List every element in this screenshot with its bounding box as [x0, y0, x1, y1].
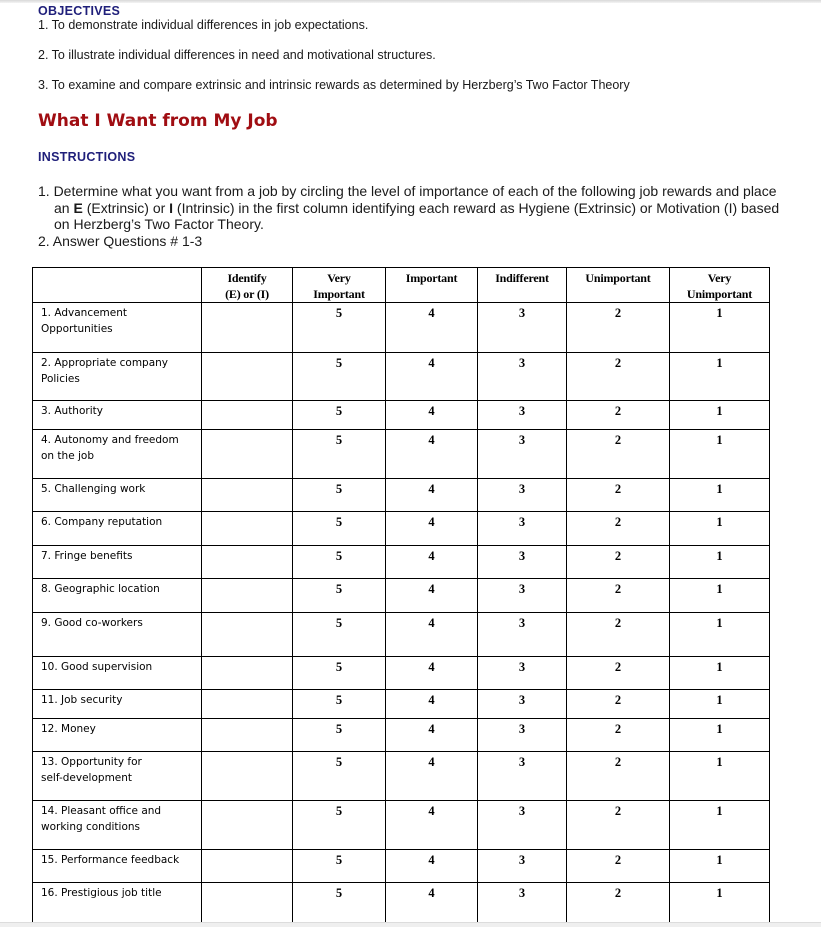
- instruction-step-1-line-3: on Herzberg’s Two Factor Theory.: [54, 216, 264, 232]
- header-reward: [33, 268, 202, 303]
- rating-option-very-important[interactable]: 5: [293, 752, 386, 801]
- identify-cell[interactable]: [202, 546, 293, 579]
- instruction-step-1-line-2: [54, 200, 779, 217]
- rating-option-important[interactable]: 4: [386, 613, 478, 657]
- instruction-step-2: 2. Answer Questions # 1-3: [38, 233, 203, 249]
- rating-option-unimportant[interactable]: 2: [567, 401, 670, 430]
- instruction-text: (Extrinsic) or: [82, 200, 170, 216]
- header-text: Very: [327, 271, 351, 285]
- rating-option-very-unimportant[interactable]: 1: [670, 579, 770, 613]
- table-row: [33, 546, 770, 579]
- rating-option-important[interactable]: 4: [386, 479, 478, 512]
- table-row: [33, 401, 770, 430]
- reward-label-line-1: 2. Appropriate company: [41, 357, 169, 369]
- rating-option-very-unimportant[interactable]: 1: [670, 690, 770, 719]
- identify-cell[interactable]: [202, 883, 293, 923]
- reward-label-line-2: Opportunities: [41, 323, 113, 335]
- rating-option-very-unimportant[interactable]: 1: [670, 613, 770, 657]
- rating-option-indifferent[interactable]: 3: [478, 850, 567, 883]
- reward-label: [33, 690, 202, 719]
- rating-option-unimportant[interactable]: 2: [567, 303, 670, 353]
- header-important: Important: [386, 268, 478, 303]
- rating-option-very-unimportant[interactable]: 1: [670, 657, 770, 690]
- rating-option-indifferent[interactable]: 3: [478, 353, 567, 401]
- rating-option-very-unimportant[interactable]: 1: [670, 752, 770, 801]
- reward-label-line-1: 6. Company reputation: [41, 516, 163, 528]
- instructions-heading: INSTRUCTIONS: [38, 150, 136, 164]
- reward-label: [33, 430, 202, 479]
- header-text: Important: [313, 287, 365, 301]
- rating-option-indifferent[interactable]: 3: [478, 303, 567, 353]
- rating-option-indifferent[interactable]: 3: [478, 657, 567, 690]
- extrinsic-letter: E: [73, 200, 83, 216]
- rating-option-indifferent[interactable]: 3: [478, 401, 567, 430]
- rating-option-important[interactable]: 4: [386, 752, 478, 801]
- rating-option-important[interactable]: 4: [386, 719, 478, 752]
- reward-label-line-1: 16. Prestigious job title: [41, 887, 162, 899]
- rating-option-indifferent[interactable]: 3: [478, 883, 567, 923]
- reward-label-line-2: self-development: [41, 772, 133, 784]
- rating-option-unimportant[interactable]: 2: [567, 801, 670, 850]
- reward-label: [33, 512, 202, 546]
- rating-option-unimportant[interactable]: 2: [567, 546, 670, 579]
- reward-label: [33, 353, 202, 401]
- rating-option-very-unimportant[interactable]: 1: [670, 546, 770, 579]
- identify-cell[interactable]: [202, 850, 293, 883]
- rating-option-unimportant[interactable]: 2: [567, 579, 670, 613]
- table-row: [33, 512, 770, 546]
- rating-option-important[interactable]: 4: [386, 850, 478, 883]
- table-row: [33, 579, 770, 613]
- identify-cell[interactable]: [202, 401, 293, 430]
- reward-label: [33, 401, 202, 430]
- reward-label-line-1: 7. Fringe benefits: [41, 550, 133, 562]
- rating-option-very-unimportant[interactable]: 1: [670, 801, 770, 850]
- rating-option-unimportant[interactable]: 2: [567, 512, 670, 546]
- page-top-edge: [0, 0, 821, 3]
- table-row: [33, 719, 770, 752]
- rating-option-very-important[interactable]: 5: [293, 850, 386, 883]
- table-row: [33, 303, 770, 353]
- table-row: [33, 690, 770, 719]
- rating-option-very-important[interactable]: 5: [293, 801, 386, 850]
- rating-option-important[interactable]: 4: [386, 801, 478, 850]
- header-identify: [202, 268, 293, 303]
- rating-option-important[interactable]: 4: [386, 430, 478, 479]
- rating-option-indifferent[interactable]: 3: [478, 752, 567, 801]
- header-very-important: [293, 268, 386, 303]
- table-header-row: [33, 268, 770, 303]
- reward-label-line-2: Policies: [41, 373, 80, 385]
- rating-option-indifferent[interactable]: 3: [478, 430, 567, 479]
- rating-option-unimportant[interactable]: 2: [567, 690, 670, 719]
- reward-label: [33, 850, 202, 883]
- page-title: What I Want from My Job: [38, 111, 278, 131]
- rating-option-unimportant[interactable]: 2: [567, 353, 670, 401]
- rating-option-unimportant[interactable]: 2: [567, 657, 670, 690]
- rating-option-important[interactable]: 4: [386, 512, 478, 546]
- rating-option-unimportant[interactable]: 2: [567, 752, 670, 801]
- reward-label: [33, 883, 202, 923]
- objective-item-1: 1. To demonstrate individual differences in job expectations.: [38, 18, 369, 32]
- rating-option-important[interactable]: 4: [386, 657, 478, 690]
- rating-option-indifferent[interactable]: 3: [478, 719, 567, 752]
- table-row: [33, 430, 770, 479]
- rating-option-unimportant[interactable]: 2: [567, 850, 670, 883]
- intrinsic-letter: I: [169, 200, 174, 216]
- rating-option-very-unimportant[interactable]: 1: [670, 303, 770, 353]
- identify-cell[interactable]: [202, 657, 293, 690]
- rating-option-very-important[interactable]: 5: [293, 430, 386, 479]
- reward-label: [33, 719, 202, 752]
- header-indifferent: Indifferent: [478, 268, 567, 303]
- reward-label: [33, 752, 202, 801]
- reward-label-line-1: 13. Opportunity for: [41, 756, 142, 768]
- header-text: Unimportant: [686, 287, 753, 301]
- table-body: [33, 303, 770, 923]
- rating-option-unimportant[interactable]: 2: [567, 883, 670, 923]
- rating-option-important[interactable]: 4: [386, 303, 478, 353]
- reward-label: [33, 801, 202, 850]
- rating-option-indifferent[interactable]: 3: [478, 801, 567, 850]
- rating-option-very-unimportant[interactable]: 1: [670, 353, 770, 401]
- rating-option-very-important[interactable]: 5: [293, 303, 386, 353]
- identify-cell[interactable]: [202, 430, 293, 479]
- reward-label: [33, 303, 202, 353]
- rating-option-important[interactable]: 4: [386, 883, 478, 923]
- rating-option-very-unimportant[interactable]: 1: [670, 430, 770, 479]
- rating-option-indifferent[interactable]: 3: [478, 690, 567, 719]
- rating-option-very-important[interactable]: 5: [293, 690, 386, 719]
- identify-cell[interactable]: [202, 719, 293, 752]
- rating-option-very-important[interactable]: 5: [293, 401, 386, 430]
- reward-label-line-1: 8. Geographic location: [41, 583, 160, 595]
- identify-cell[interactable]: [202, 801, 293, 850]
- reward-label-line-1: 1. Advancement: [41, 307, 128, 319]
- rating-option-indifferent[interactable]: 3: [478, 579, 567, 613]
- identify-cell[interactable]: [202, 512, 293, 546]
- reward-label-line-1: 9. Good co-workers: [41, 617, 143, 629]
- rating-option-indifferent[interactable]: 3: [478, 512, 567, 546]
- rating-option-very-important[interactable]: 5: [293, 546, 386, 579]
- rating-option-indifferent[interactable]: 3: [478, 613, 567, 657]
- reward-label-line-1: 12. Money: [41, 723, 96, 735]
- rating-option-indifferent[interactable]: 3: [478, 479, 567, 512]
- rating-option-unimportant[interactable]: 2: [567, 613, 670, 657]
- reward-label-line-1: 14. Pleasant office and: [41, 805, 162, 817]
- rating-option-very-important[interactable]: 5: [293, 579, 386, 613]
- reward-label-line-1: 15. Performance feedback: [41, 854, 180, 866]
- instruction-step-1-line-1: 1. Determine what you want from a job by circling the level of importance of each of the following job rewards and place: [38, 183, 777, 199]
- objective-item-3: 3. To examine and compare extrinsic and intrinsic rewards as determined by Herzberg’s Two Factor Theory: [38, 78, 630, 92]
- reward-label-line-1: 4. Autonomy and freedom: [41, 434, 179, 446]
- identify-cell[interactable]: [202, 303, 293, 353]
- identify-cell[interactable]: [202, 353, 293, 401]
- table-row: [33, 752, 770, 801]
- rating-option-very-unimportant[interactable]: 1: [670, 850, 770, 883]
- rating-option-very-unimportant[interactable]: 1: [670, 401, 770, 430]
- reward-label-line-2: working conditions: [41, 821, 141, 833]
- rating-option-very-important[interactable]: 5: [293, 883, 386, 923]
- reward-label: [33, 579, 202, 613]
- rating-option-unimportant[interactable]: 2: [567, 479, 670, 512]
- rating-option-important[interactable]: 4: [386, 690, 478, 719]
- table-row: [33, 850, 770, 883]
- rating-option-very-important[interactable]: 5: [293, 613, 386, 657]
- reward-label-line-1: 10. Good supervision: [41, 661, 153, 673]
- reward-label: [33, 613, 202, 657]
- reward-label-line-1: 11. Job security: [41, 694, 123, 706]
- header-text: Identify: [227, 271, 267, 285]
- table-row: [33, 479, 770, 512]
- table-row: [33, 883, 770, 923]
- objective-item-2: 2. To illustrate individual differences in need and motivational structures.: [38, 48, 436, 62]
- objectives-heading: OBJECTIVES: [38, 4, 121, 18]
- identify-cell[interactable]: [202, 479, 293, 512]
- rating-option-very-important[interactable]: 5: [293, 479, 386, 512]
- rating-option-important[interactable]: 4: [386, 353, 478, 401]
- rating-option-very-unimportant[interactable]: 1: [670, 719, 770, 752]
- rating-option-very-important[interactable]: 5: [293, 719, 386, 752]
- reward-label: [33, 657, 202, 690]
- rating-option-very-important[interactable]: 5: [293, 657, 386, 690]
- table-row: [33, 353, 770, 401]
- identify-cell[interactable]: [202, 690, 293, 719]
- rating-option-very-unimportant[interactable]: 1: [670, 512, 770, 546]
- reward-label-line-1: 5. Challenging work: [41, 483, 146, 495]
- rating-option-unimportant[interactable]: 2: [567, 719, 670, 752]
- rating-option-very-important[interactable]: 5: [293, 512, 386, 546]
- rating-option-indifferent[interactable]: 3: [478, 546, 567, 579]
- rating-option-unimportant[interactable]: 2: [567, 430, 670, 479]
- job-rewards-table: [32, 267, 770, 923]
- rating-option-very-unimportant[interactable]: 1: [670, 883, 770, 923]
- rating-option-important[interactable]: 4: [386, 401, 478, 430]
- header-text: Very: [707, 271, 732, 285]
- rating-option-very-important[interactable]: 5: [293, 353, 386, 401]
- rating-option-important[interactable]: 4: [386, 546, 478, 579]
- table-row: [33, 801, 770, 850]
- rating-option-important[interactable]: 4: [386, 579, 478, 613]
- rating-option-very-unimportant[interactable]: 1: [670, 479, 770, 512]
- identify-cell[interactable]: [202, 579, 293, 613]
- reward-label-line-1: 3. Authority: [41, 405, 103, 417]
- identify-cell[interactable]: [202, 613, 293, 657]
- instruction-text: (Intrinsic) in the first column identifying each reward as Hygiene (Extrinsic) or Motivation (I) based: [173, 200, 780, 216]
- table-row: [33, 613, 770, 657]
- header-very-unimportant: [670, 268, 770, 303]
- reward-label: [33, 479, 202, 512]
- header-unimportant: Unimportant: [567, 268, 670, 303]
- table-row: [33, 657, 770, 690]
- page-bottom-edge: [0, 922, 821, 927]
- identify-cell[interactable]: [202, 752, 293, 801]
- instruction-text: an: [54, 200, 74, 216]
- reward-label-line-2: on the job: [41, 450, 94, 462]
- reward-label: [33, 546, 202, 579]
- header-text: (E) or (I): [225, 287, 269, 301]
